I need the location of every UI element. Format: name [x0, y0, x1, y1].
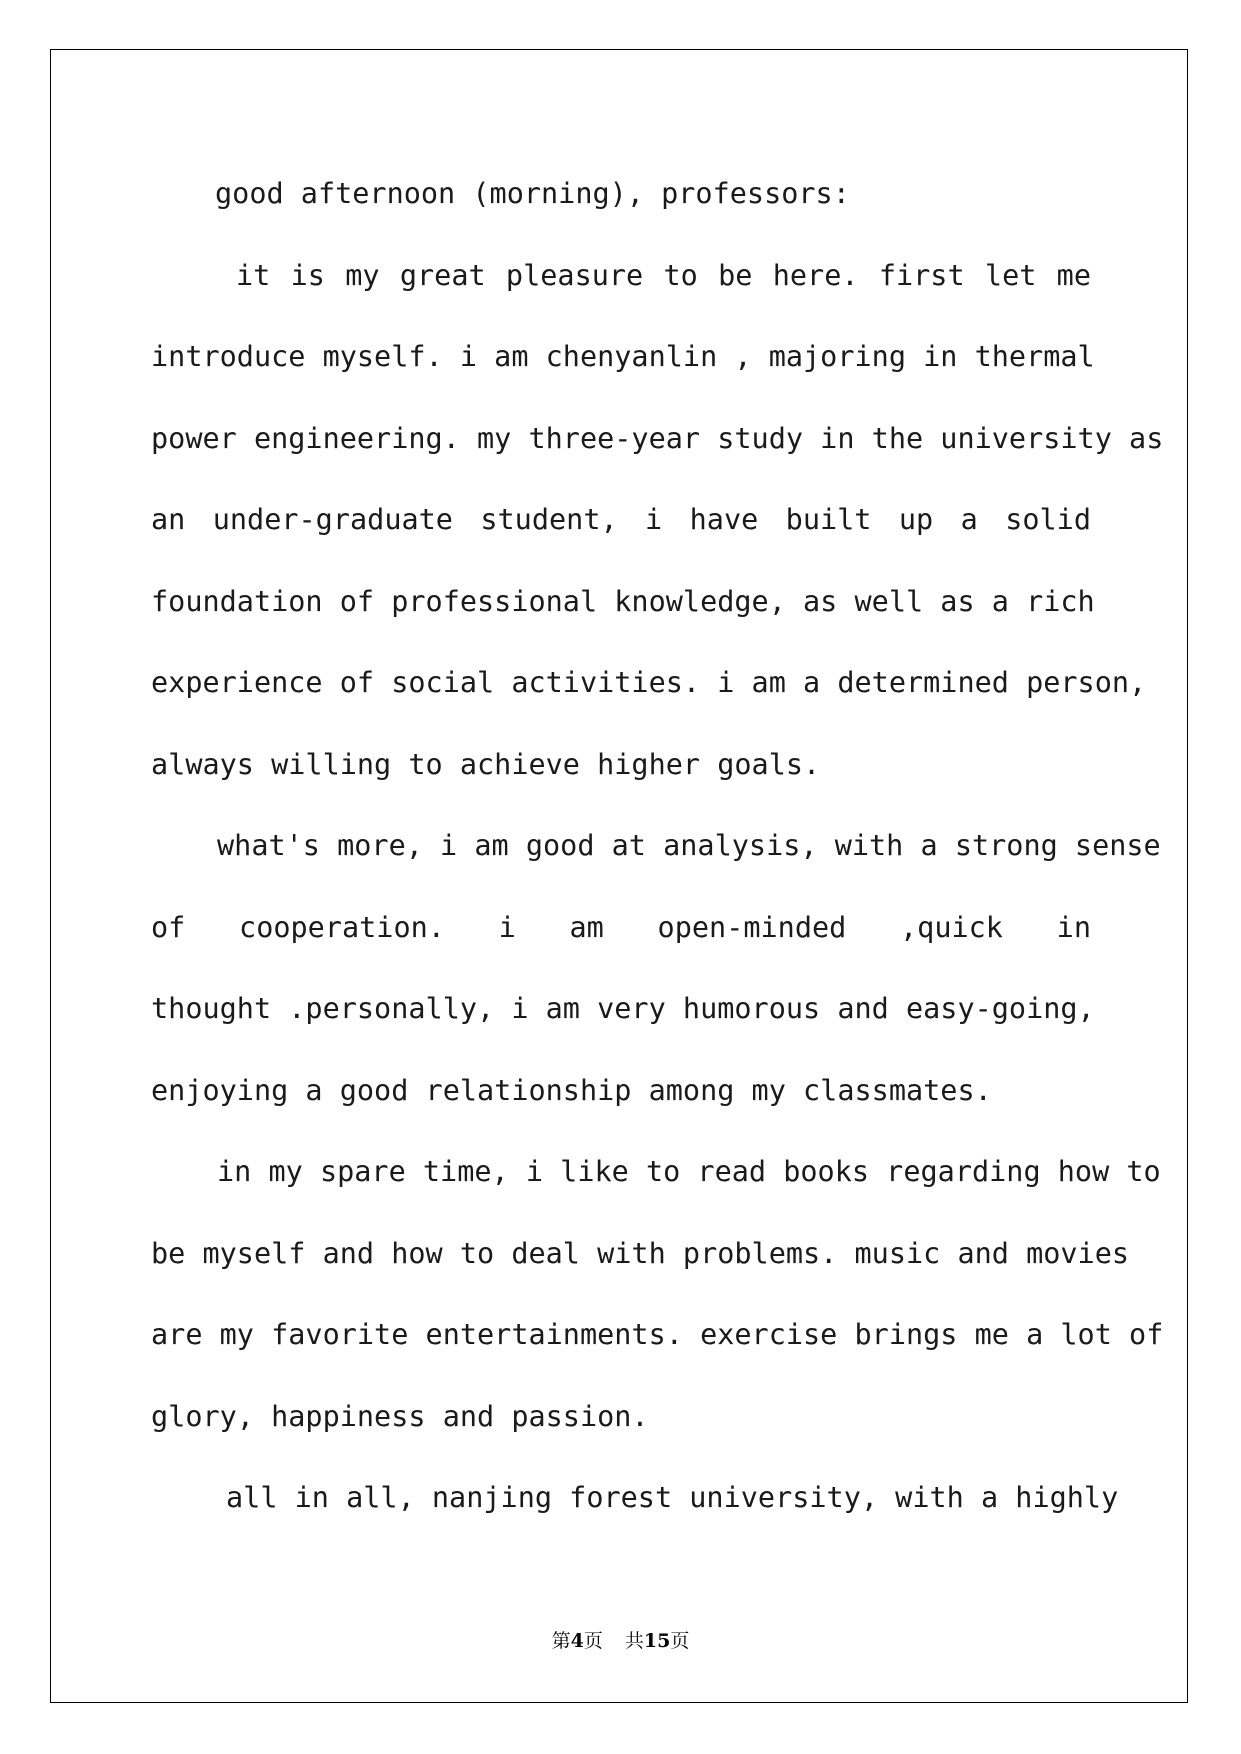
- text-line: of cooperation. i am open-minded ,quick in: [151, 910, 1091, 944]
- text-line: experience of social activities. i am a determined person,: [151, 666, 1147, 699]
- text-line: enjoying a good relationship among my classmates.: [151, 1073, 992, 1107]
- text-line: glory, happiness and passion.: [151, 1399, 649, 1433]
- text-line: good afternoon (morning), professors:: [215, 177, 850, 210]
- text-line: what's more, i am good at analysis, with a strong sense: [217, 829, 1161, 862]
- text-line: an under-graduate student, i have built up a solid: [151, 503, 1091, 536]
- footer-total-pages: 15: [643, 1630, 671, 1652]
- text-line: power engineering. my three-year study in the university as: [151, 421, 1164, 455]
- footer-page-number: 4: [570, 1630, 584, 1652]
- footer-page-prefix: 第: [551, 1630, 571, 1652]
- text-line: it is my great pleasure to be here. first let me: [236, 258, 1091, 292]
- text-line: thought .personally, i am very humorous and easy-going,: [151, 992, 1095, 1025]
- footer-total-prefix: 共: [624, 1630, 644, 1652]
- page-footer: [0, 1626, 1241, 1653]
- text-line: all in all, nanjing forest university, with a highly: [226, 1481, 1119, 1514]
- document-body: [151, 158, 1164, 1544]
- footer-page-suffix: 页: [583, 1630, 603, 1652]
- text-line: foundation of professional knowledge, as well as a rich: [151, 584, 1095, 618]
- text-line: are my favorite entertainments. exercise brings me a lot of: [151, 1318, 1164, 1351]
- text-line: always willing to achieve higher goals.: [151, 747, 821, 781]
- footer-total-suffix: 页: [670, 1630, 690, 1652]
- text-line: in my spare time, i like to read books regarding how to: [217, 1155, 1161, 1188]
- text-line: be myself and how to deal with problems. music and movies: [151, 1236, 1130, 1270]
- text-line: introduce myself. i am chenyanlin , majoring in thermal: [151, 340, 1095, 373]
